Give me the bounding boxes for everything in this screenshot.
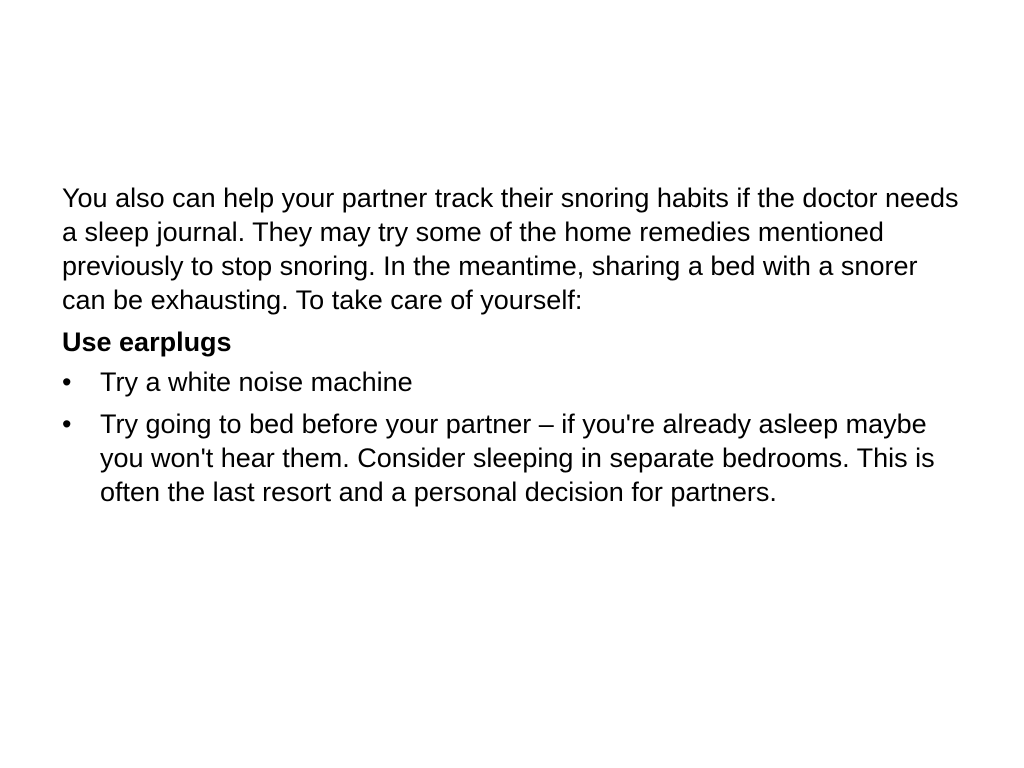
slide-body xyxy=(62,181,962,517)
bullet-text: Try a white noise machine xyxy=(100,367,413,397)
bullet-icon: • xyxy=(62,367,72,397)
bullet-item xyxy=(62,365,962,399)
bullet-text: Try going to bed before your partner – if you're already asleep maybe you won't hear them. Consider sleeping in separate bedrooms. This is often the last resort and a personal decision for partners. xyxy=(100,409,935,507)
bullet-list xyxy=(62,365,962,509)
bullet-icon: • xyxy=(62,409,72,439)
section-heading: Use earplugs xyxy=(62,327,232,357)
bullet-item xyxy=(62,407,962,509)
intro-paragraph: You also can help your partner track their snoring habits if the doctor needs a sleep journal. They may try some of the home remedies mentioned previously to stop snoring. In the meantime, sharing a bed with a snorer can be exhausting. To take care of yourself: xyxy=(62,183,959,315)
